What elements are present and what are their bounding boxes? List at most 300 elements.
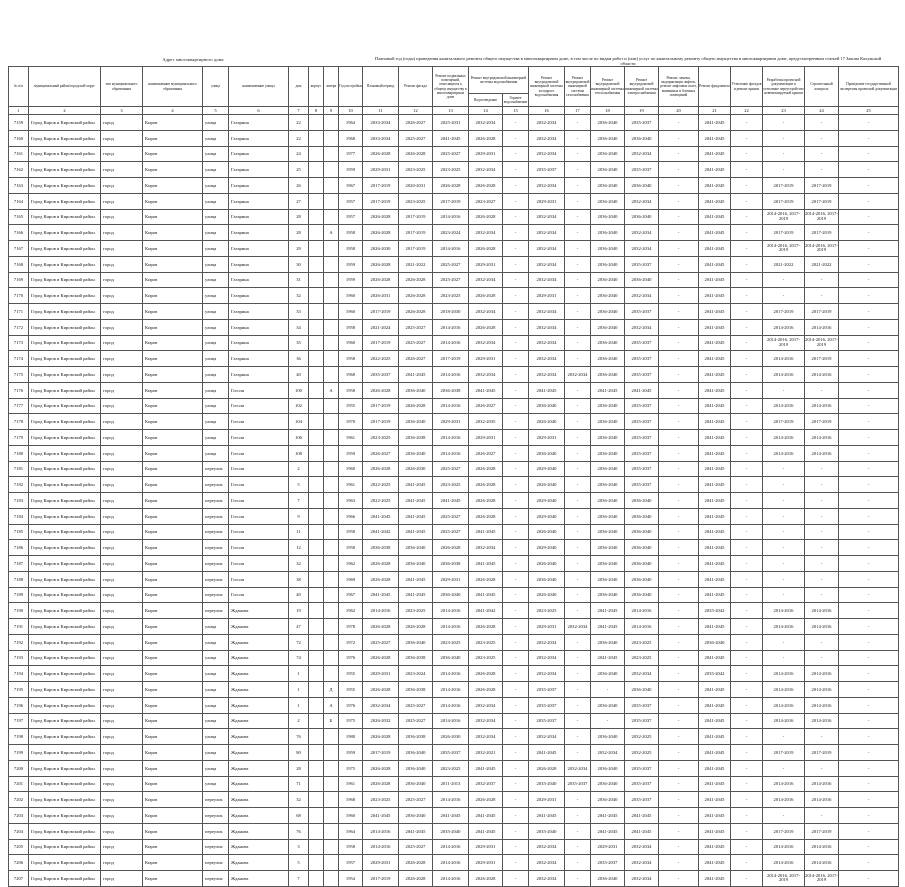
table-cell-c14: 2032-2034 [469, 272, 503, 288]
table-cell-district: Город Киров и Кировский район [29, 493, 101, 509]
column-number-cell: 8 [309, 107, 324, 115]
table-cell-c25: - [839, 682, 899, 698]
table-cell-c23: 2021-2022 [763, 256, 805, 272]
table-cell-c20: - [659, 619, 699, 635]
table-cell-c18: 2036-2040 [591, 178, 625, 194]
table-cell-year: 1959 [339, 256, 363, 272]
table-cell-c12: 2026-2028 [399, 288, 433, 304]
table-cell-c13: 2026-2028 [433, 540, 469, 556]
table-cell-c16: 2029-2031 [529, 792, 565, 808]
table-cell-c25: - [839, 367, 899, 383]
table-row [9, 288, 899, 304]
table-cell-c17: - [565, 225, 591, 241]
table-cell-c16: 2029-2040 [529, 493, 565, 509]
table-cell-c25: - [839, 745, 899, 761]
table-cell-c14: 2032-2034 [469, 729, 503, 745]
table-cell-c11: 2026-2028 [363, 776, 399, 792]
table-cell-c13: 2025-2027 [433, 256, 469, 272]
table-cell-c19: 2032-2034 [625, 225, 659, 241]
table-cell-c16: 2032-2034 [529, 335, 565, 351]
table-cell-st: улица [203, 209, 229, 225]
table-cell-korp [309, 398, 324, 414]
table-cell-c14: 2026-2028 [469, 130, 503, 146]
table-cell-c21: 2041-2045 [699, 697, 731, 713]
table-cell-house: 34 [289, 319, 309, 335]
table-cell-house: 32 [289, 792, 309, 808]
table-cell-c17: 2035-2037 [565, 776, 591, 792]
table-cell-c22: - [731, 241, 763, 257]
table-cell-type: город [101, 225, 143, 241]
table-cell-type: город [101, 241, 143, 257]
table-cell-c19: 2035-2037 [625, 351, 659, 367]
table-cell-n: 7205 [9, 839, 29, 855]
table-cell-house: 1 [289, 666, 309, 682]
table-cell-district: Город Киров и Кировский район [29, 430, 101, 446]
table-cell-c17: - [565, 508, 591, 524]
table-cell-c16: 2023-2025 [529, 603, 565, 619]
table-cell-c20: - [659, 808, 699, 824]
table-cell-c11: 2017-2019 [363, 414, 399, 430]
table-cell-c11: 2026-2031 [363, 288, 399, 304]
table-cell-c22: - [731, 445, 763, 461]
table-cell-house: 106 [289, 430, 309, 446]
table-cell-n: 7189 [9, 587, 29, 603]
table-cell-c19: 2032-2025 [625, 729, 659, 745]
table-cell-c11: 2026-2028 [363, 619, 399, 635]
table-cell-c22: - [731, 508, 763, 524]
table-cell-district: Город Киров и Кировский район [29, 508, 101, 524]
table-cell-year: 1960 [339, 461, 363, 477]
table-cell-year: 1958 [339, 225, 363, 241]
table-cell-c25: - [839, 650, 899, 666]
table-cell-year: 1963 [339, 493, 363, 509]
table-cell-c14: 2029-2031 [469, 146, 503, 162]
table-cell-type: город [101, 745, 143, 761]
table-cell-c24: 2017-2019 [805, 178, 839, 194]
col-header-5: улица [203, 67, 229, 107]
table-cell-c21: 2041-2045 [699, 304, 731, 320]
table-cell-c25: - [839, 382, 899, 398]
table-cell-c20: - [659, 256, 699, 272]
table-cell-c11: 2017-2019 [363, 178, 399, 194]
table-cell-c23: 2014-2016 [763, 713, 805, 729]
table-cell-st: переулок [203, 855, 229, 871]
table-cell-c23: 2017-2019 [763, 193, 805, 209]
table-cell-c16: 2035-2040 [529, 823, 565, 839]
table-cell-mo: Киров [143, 792, 203, 808]
table-cell-c11: 2026-2028 [363, 272, 399, 288]
table-cell-c25: - [839, 288, 899, 304]
table-cell-house: 76 [289, 823, 309, 839]
table-cell-district: Город Киров и Кировский район [29, 146, 101, 162]
table-cell-c17: - [565, 713, 591, 729]
table-cell-c11: 2026-2028 [363, 382, 399, 398]
table-cell-c21: 2041-2045 [699, 792, 731, 808]
table-cell-st: переулок [203, 508, 229, 524]
table-cell-n: 7183 [9, 493, 29, 509]
table-cell-year: 1961 [339, 776, 363, 792]
table-cell-c14: 2032-2034 [469, 162, 503, 178]
table-cell-korp [309, 115, 324, 131]
table-cell-lit: А [324, 225, 339, 241]
table-cell-c11: 2014-2016 [363, 839, 399, 855]
table-cell-c13: 2018-2030 [433, 304, 469, 320]
table-cell-st: переулок [203, 571, 229, 587]
table-cell-c18: 2036-2040 [591, 697, 625, 713]
table-cell-st: переулок [203, 603, 229, 619]
table-cell-n: 7170 [9, 288, 29, 304]
table-cell-c15: - [503, 855, 529, 871]
table-cell-c15: - [503, 776, 529, 792]
table-cell-lit [324, 414, 339, 430]
table-cell-c18: 2041-2045 [591, 619, 625, 635]
table-cell-c24: - [805, 571, 839, 587]
table-cell-c13: 2029-2031 [433, 414, 469, 430]
table-cell-c18: 2036-2040 [591, 272, 625, 288]
table-row [9, 713, 899, 729]
table-cell-street: Жданова [229, 792, 289, 808]
table-cell-c15: - [503, 351, 529, 367]
table-row [9, 508, 899, 524]
table-cell-type: город [101, 729, 143, 745]
period-group-caption: Плановый год (годы) проведения капитального ремонта общего имущества в многоквартирном доме, в том числе по видам работ и (или) услуг по капитальному ремонту общего имущества в многоквартирном доме, предусмотренным статьей 17 Закона Калужской области [374, 56, 882, 66]
table-cell-c23: 2017-2019 [763, 414, 805, 430]
table-cell-c14: 2026-2028 [469, 666, 503, 682]
table-cell-c21: 2041-2045 [699, 855, 731, 871]
table-cell-c11: 2017-2019 [363, 871, 399, 887]
table-cell-c20: - [659, 445, 699, 461]
table-cell-house: 24 [289, 146, 309, 162]
table-cell-type: город [101, 792, 143, 808]
table-cell-c23: 2017-2019 [763, 745, 805, 761]
table-cell-c24: - [805, 477, 839, 493]
table-cell-c14: 2026-2028 [469, 619, 503, 635]
table-cell-c22: - [731, 808, 763, 824]
table-cell-c12: 2026-2028 [399, 871, 433, 887]
table-row [9, 760, 899, 776]
table-cell-c15: - [503, 634, 529, 650]
table-cell-c14: 2023-2025 [469, 650, 503, 666]
table-cell-st: переулок [203, 808, 229, 824]
table-cell-c22: - [731, 461, 763, 477]
table-cell-c24: - [805, 461, 839, 477]
table-cell-c18: 2036-2040 [591, 430, 625, 446]
table-cell-c21: 2041-2045 [699, 130, 731, 146]
table-cell-c15: - [503, 162, 529, 178]
table-cell-c25: - [839, 571, 899, 587]
table-cell-c24: 2014-2016 [805, 367, 839, 383]
table-cell-lit [324, 256, 339, 272]
table-cell-district: Город Киров и Кировский район [29, 871, 101, 887]
table-cell-korp [309, 587, 324, 603]
table-row [9, 792, 899, 808]
table-cell-mo: Киров [143, 225, 203, 241]
table-cell-type: город [101, 162, 143, 178]
table-cell-c19: 2036-2040 [625, 209, 659, 225]
table-cell-c22: - [731, 839, 763, 855]
table-cell-house: 36 [289, 351, 309, 367]
table-cell-korp [309, 603, 324, 619]
table-cell-korp [309, 209, 324, 225]
table-cell-c11: 2026-2027 [363, 445, 399, 461]
table-cell-c17: - [565, 745, 591, 761]
table-cell-district: Город Киров и Кировский район [29, 225, 101, 241]
table-cell-district: Город Киров и Кировский район [29, 713, 101, 729]
table-cell-type: город [101, 272, 143, 288]
table-cell-district: Город Киров и Кировский район [29, 808, 101, 824]
table-cell-district: Город Киров и Кировский район [29, 524, 101, 540]
table-cell-c24: 2014-2016, 2017-2019 [805, 335, 839, 351]
table-cell-house: 3 [289, 839, 309, 855]
table-cell-c19: 2035-2037 [625, 697, 659, 713]
table-cell-korp [309, 414, 324, 430]
col-header-19: Ремонт внутридомовой инженерной системы электроснабжения [625, 67, 659, 107]
table-cell-c24: 2014-2016 [805, 839, 839, 855]
table-cell-type: город [101, 319, 143, 335]
table-cell-c21: 2041-2045 [699, 335, 731, 351]
table-cell-c21: 2035-2042 [699, 603, 731, 619]
table-cell-street: Гоголя [229, 414, 289, 430]
table-cell-c20: - [659, 272, 699, 288]
table-cell-c23: 2014-2016 [763, 697, 805, 713]
table-cell-korp [309, 619, 324, 635]
table-cell-c20: - [659, 697, 699, 713]
table-cell-mo: Киров [143, 508, 203, 524]
table-cell-c14: 2026-2028 [469, 178, 503, 194]
table-cell-street: Гагарина [229, 130, 289, 146]
table-cell-district: Город Киров и Кировский район [29, 209, 101, 225]
table-cell-c16: 2032-2034 [529, 130, 565, 146]
table-cell-house: 47 [289, 619, 309, 635]
col-header-15: Горячее водоснабжение [503, 94, 529, 107]
table-cell-street: Гагарина [229, 193, 289, 209]
table-cell-c23: - [763, 540, 805, 556]
table-cell-c25: - [839, 556, 899, 572]
table-cell-street: Жданова [229, 745, 289, 761]
table-cell-c11: 2036-2038 [363, 540, 399, 556]
table-cell-c11: 2029-2031 [363, 162, 399, 178]
table-cell-c15: - [503, 808, 529, 824]
table-cell-c18: 2036-2040 [591, 398, 625, 414]
table-cell-n: 7164 [9, 193, 29, 209]
table-cell-c14: 2041-2045 [469, 587, 503, 603]
table-cell-c12: 2021-2022 [399, 256, 433, 272]
table-cell-c19: 2032-2034 [625, 146, 659, 162]
table-cell-c11: 2026-2028 [363, 461, 399, 477]
table-cell-c21: 2041-2045 [699, 713, 731, 729]
table-cell-c18: - [591, 682, 625, 698]
table-cell-c12: 2025-2027 [399, 130, 433, 146]
table-cell-korp [309, 666, 324, 682]
table-cell-c21: 2041-2045 [699, 571, 731, 587]
table-cell-st: переулок [203, 540, 229, 556]
table-cell-lit [324, 288, 339, 304]
table-cell-c19: 2032-2034 [625, 319, 659, 335]
table-cell-c12: 2036-2040 [399, 556, 433, 572]
table-cell-c17: - [565, 256, 591, 272]
table-cell-year: 1978 [339, 619, 363, 635]
table-cell-district: Город Киров и Кировский район [29, 115, 101, 131]
table-cell-year: 1961 [339, 430, 363, 446]
table-cell-street: Жданова [229, 682, 289, 698]
col-header-14: Водоотведение [469, 94, 503, 107]
table-cell-year: 1960 [339, 288, 363, 304]
table-cell-c11: 2023-2025 [363, 792, 399, 808]
table-cell-c18: 2041-2045 [591, 823, 625, 839]
table-cell-n: 7161 [9, 146, 29, 162]
table-cell-c24: 2014-2016 [805, 792, 839, 808]
table-cell-c18: 2036-2040 [591, 288, 625, 304]
table-cell-c23: 2014-2016 [763, 855, 805, 871]
table-cell-c15: - [503, 729, 529, 745]
table-cell-house: 2 [289, 461, 309, 477]
table-cell-c22: - [731, 745, 763, 761]
table-cell-c11: 2026-2028 [363, 209, 399, 225]
table-cell-c13: 2025-2027 [433, 146, 469, 162]
table-cell-c11: 2033-2034 [363, 115, 399, 131]
table-cell-c21: 2041-2045 [699, 650, 731, 666]
table-cell-c13: 2041-2045 [433, 493, 469, 509]
table-cell-c19: 2036-2040 [625, 508, 659, 524]
table-cell-c12: 2026-2028 [399, 619, 433, 635]
table-cell-c17: - [565, 162, 591, 178]
table-cell-year: 1961 [339, 477, 363, 493]
table-cell-c14: 2026-2027 [469, 398, 503, 414]
col-header-3: тип муниципального образования [101, 67, 143, 107]
table-cell-c24: - [805, 540, 839, 556]
table-cell-mo: Киров [143, 130, 203, 146]
table-cell-c25: - [839, 713, 899, 729]
table-cell-c21: 2041-2045 [699, 445, 731, 461]
table-cell-c16: 2032-2034 [529, 351, 565, 367]
table-cell-c21: 2041-2045 [699, 351, 731, 367]
table-row [9, 587, 899, 603]
table-cell-c11: 2017-2019 [363, 304, 399, 320]
table-cell-n: 7174 [9, 351, 29, 367]
table-cell-lit [324, 477, 339, 493]
table-cell-c19: 2035-2037 [625, 445, 659, 461]
table-cell-st: улица [203, 697, 229, 713]
table-cell-mo: Киров [143, 477, 203, 493]
table-cell-type: город [101, 130, 143, 146]
table-cell-street: Гоголя [229, 587, 289, 603]
table-cell-c17: - [565, 808, 591, 824]
table-cell-n: 7199 [9, 745, 29, 761]
table-cell-street: Гагарина [229, 225, 289, 241]
column-number-cell: 11 [363, 107, 399, 115]
table-cell-st: улица [203, 382, 229, 398]
table-cell-lit [324, 603, 339, 619]
table-cell-c13: 2014-2016 [433, 666, 469, 682]
table-cell-korp [309, 697, 324, 713]
table-cell-type: город [101, 855, 143, 871]
table-cell-c23: - [763, 162, 805, 178]
table-cell-n: 7169 [9, 272, 29, 288]
table-cell-type: город [101, 398, 143, 414]
table-cell-c17: - [565, 587, 591, 603]
table-cell-c24: - [805, 130, 839, 146]
table-cell-c23: 2014-2016 [763, 367, 805, 383]
table-row [9, 493, 899, 509]
table-cell-c13: 2023-2025 [433, 477, 469, 493]
table-cell-lit [324, 745, 339, 761]
table-cell-c11: 2041-2045 [363, 808, 399, 824]
table-cell-c17: - [565, 414, 591, 430]
table-cell-year: 1980 [339, 729, 363, 745]
table-row [9, 729, 899, 745]
table-cell-c15: - [503, 587, 529, 603]
table-cell-korp [309, 650, 324, 666]
table-cell-c16: 2041-2045 [529, 808, 565, 824]
table-cell-n: 7201 [9, 776, 29, 792]
table-cell-street: Гагарина [229, 115, 289, 131]
table-cell-c11: 2035-2037 [363, 367, 399, 383]
table-cell-n: 7176 [9, 382, 29, 398]
table-cell-c24: 2017-2019 [805, 193, 839, 209]
table-cell-c15: - [503, 556, 529, 572]
table-cell-district: Город Киров и Кировский район [29, 351, 101, 367]
table-cell-year: 1955 [339, 666, 363, 682]
table-cell-street: Гагарина [229, 209, 289, 225]
table-cell-street: Гоголя [229, 430, 289, 446]
table-cell-lit [324, 587, 339, 603]
table-cell-c23: - [763, 650, 805, 666]
table-cell-c22: - [731, 193, 763, 209]
table-cell-district: Город Киров и Кировский район [29, 697, 101, 713]
table-cell-c22: - [731, 430, 763, 446]
table-cell-n: 7172 [9, 319, 29, 335]
table-cell-c13: 2025-2027 [433, 272, 469, 288]
table-cell-c15: - [503, 335, 529, 351]
table-cell-n: 7186 [9, 540, 29, 556]
table-cell-district: Город Киров и Кировский район [29, 729, 101, 745]
table-cell-house: 22 [289, 130, 309, 146]
table-cell-n: 7185 [9, 524, 29, 540]
table-row [9, 650, 899, 666]
table-cell-c12: 2041-2045 [399, 367, 433, 383]
table-cell-lit [324, 272, 339, 288]
table-cell-n: 7194 [9, 666, 29, 682]
table-cell-street: Гоголя [229, 493, 289, 509]
table-cell-c24: - [805, 382, 839, 398]
table-cell-c21: 2041-2045 [699, 430, 731, 446]
table-cell-lit [324, 398, 339, 414]
table-cell-c19: 2035-2037 [625, 430, 659, 446]
table-cell-mo: Киров [143, 556, 203, 572]
table-cell-c12: 2036-2040 [399, 776, 433, 792]
table-cell-c18: 2036-2040 [591, 571, 625, 587]
table-row [9, 351, 899, 367]
table-cell-c15: - [503, 666, 529, 682]
table-cell-c18: 2036-2040 [591, 335, 625, 351]
table-cell-c19: 2036-2040 [625, 493, 659, 509]
table-cell-c17: - [565, 241, 591, 257]
table-cell-district: Город Киров и Кировский район [29, 666, 101, 682]
table-cell-street: Жданова [229, 603, 289, 619]
table-cell-c24: - [805, 162, 839, 178]
table-cell-c13: 2017-2019 [433, 193, 469, 209]
table-cell-c17: - [565, 792, 591, 808]
table-cell-c23: - [763, 130, 805, 146]
table-cell-mo: Киров [143, 839, 203, 855]
table-cell-house: 104 [289, 414, 309, 430]
table-cell-lit [324, 351, 339, 367]
table-cell-c22: - [731, 162, 763, 178]
table-row [9, 745, 899, 761]
table-cell-c15: - [503, 178, 529, 194]
table-cell-c17: 2032-2034 [565, 619, 591, 635]
table-cell-type: город [101, 871, 143, 887]
